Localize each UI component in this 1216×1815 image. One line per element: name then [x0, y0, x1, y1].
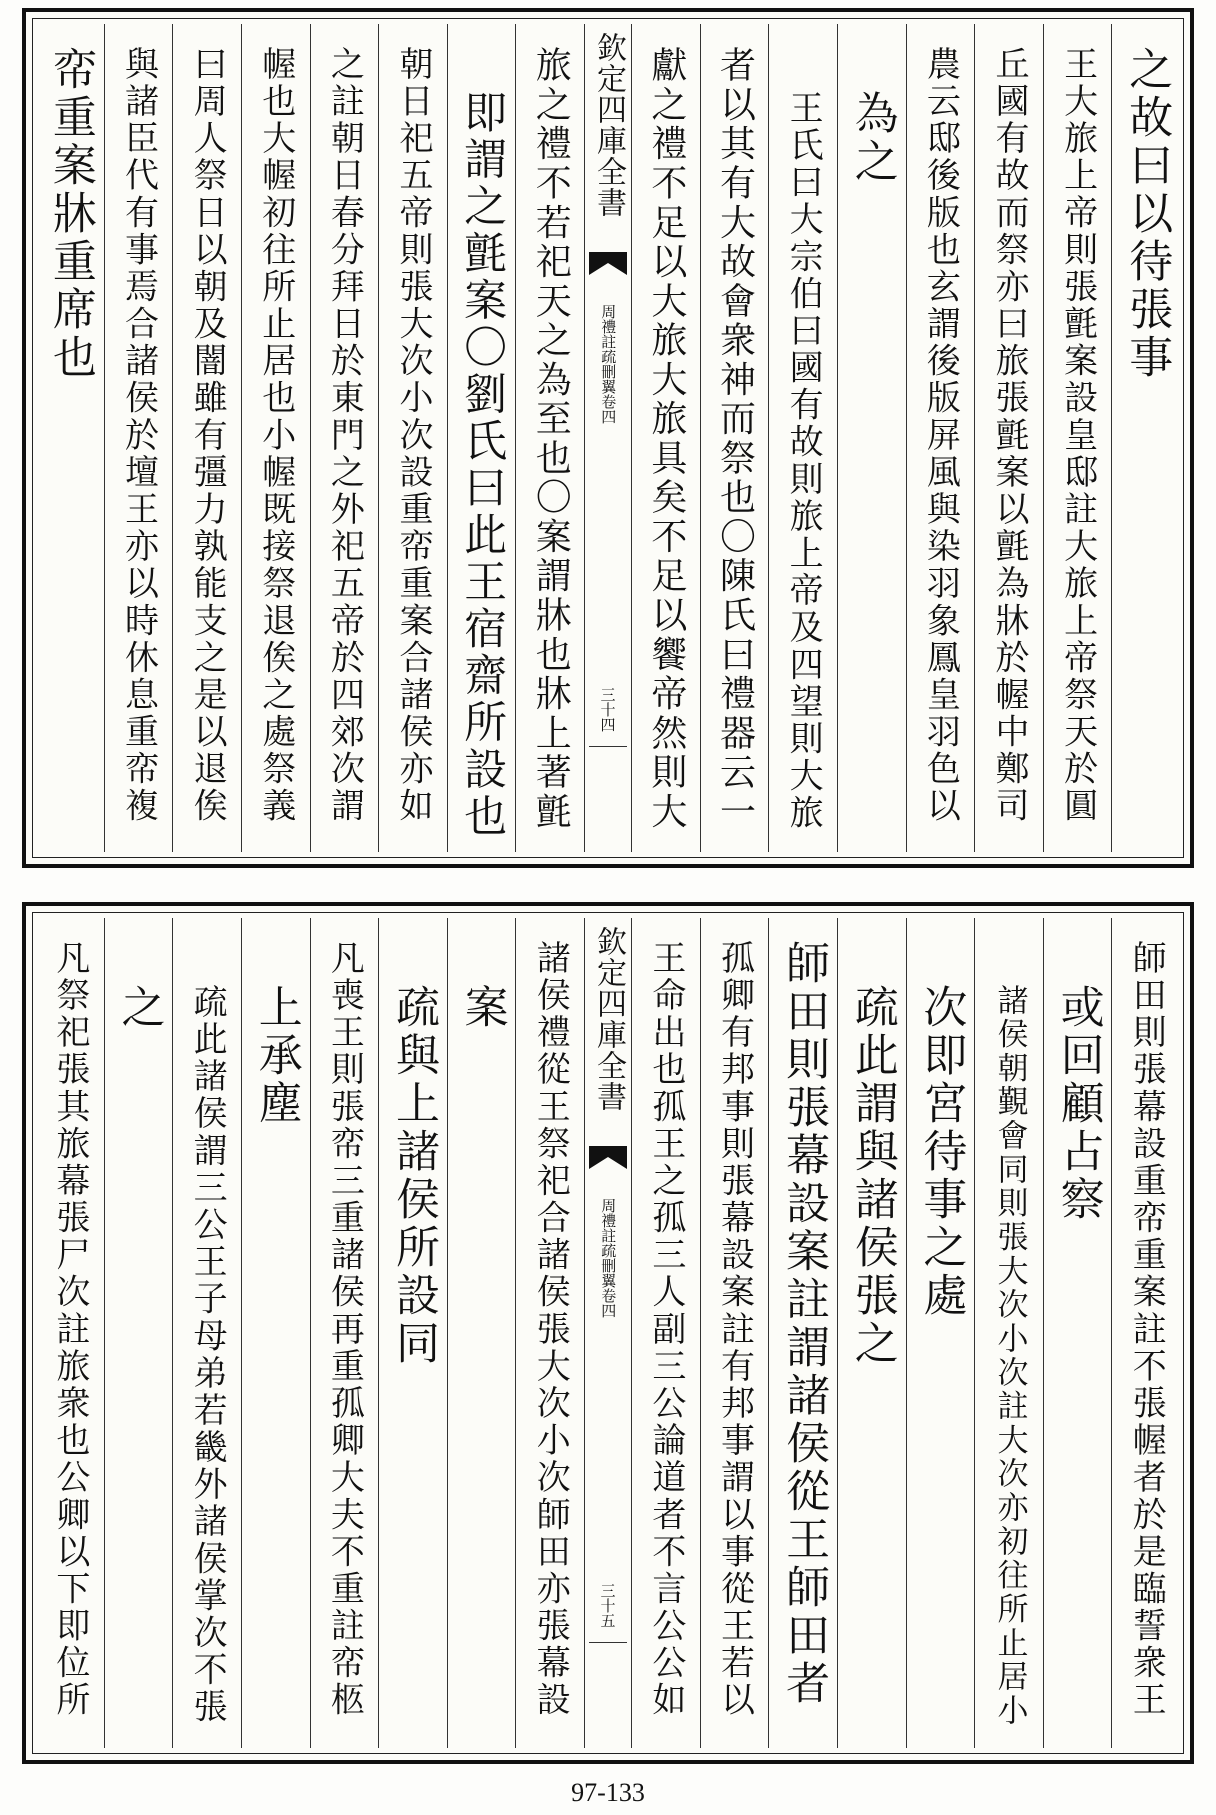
column-text: 王命出也孤王之孤三人副三公論道者不言公公如	[645, 940, 686, 1719]
column-text: 即謂之氈案〇劉氏曰此王宿齋所設也	[457, 90, 508, 841]
column-text: 凡祭祀張其旅幕張尸次註旅衆也公卿以下即位所	[49, 940, 90, 1719]
leaf-number: 三十五	[598, 1583, 617, 1628]
column-text: 之註朝日春分拜日於東門之外祀五帝於四郊次謂	[324, 46, 365, 825]
column-text: 師田則張幕設案註謂諸侯從王師田者	[778, 940, 830, 1708]
column-text: 帟重案牀重席也	[44, 46, 96, 382]
text-column	[906, 24, 975, 852]
text-column	[36, 24, 104, 852]
column-text: 者以其有大故會衆神而祭也〇陳氏曰禮器云一	[714, 46, 756, 832]
top-page	[22, 8, 1194, 868]
column-text: 次即宮待事之處	[915, 984, 967, 1320]
column-text: 諸侯禮從王祭祀合諸侯張大次小次師田亦張幕設	[530, 940, 571, 1719]
fishtail-mark-icon	[589, 252, 627, 289]
text-column	[768, 24, 837, 852]
text-column	[172, 24, 241, 852]
text-column	[974, 24, 1043, 852]
column-text: 為之	[846, 90, 898, 186]
column-text: 王氏曰大宗伯曰國有故則旅上帝及四望則大旅	[783, 90, 824, 832]
text-column	[310, 918, 379, 1748]
text-column	[447, 918, 516, 1748]
text-column	[631, 24, 700, 852]
bottom-page	[22, 902, 1194, 1764]
column-text: 諸侯朝覲會同則張大次小次註大次亦初往所止居小	[991, 984, 1028, 1728]
text-column	[1043, 24, 1112, 852]
fishtail-mark-icon	[589, 1146, 627, 1183]
book-volume-label	[600, 1198, 617, 1318]
book-volume-label	[600, 304, 617, 424]
text-column	[241, 24, 310, 852]
text-column	[1043, 918, 1112, 1748]
book-collection-title: 欽定四庫全書	[591, 32, 626, 218]
text-column	[515, 24, 584, 852]
book-name: 周禮註疏刪翼	[599, 304, 618, 394]
text-column	[631, 918, 700, 1748]
fold-rule	[589, 746, 627, 747]
center-fold	[584, 918, 631, 1748]
column-text: 案	[456, 984, 508, 1032]
column-text: 農云邸後版也玄謂後版屏風與染羽象鳳皇羽色以	[920, 46, 961, 825]
book-collection-title: 欽定四庫全書	[591, 926, 626, 1112]
column-text: 獻之禮不足以大旅大旅具矣不足以饗帝然則大	[645, 46, 687, 832]
text-column	[241, 918, 310, 1748]
text-column	[36, 918, 104, 1748]
text-column	[378, 918, 447, 1748]
text-column	[700, 918, 769, 1748]
volume-number: 卷四	[599, 394, 618, 424]
column-text: 朝日祀五帝則張大次小次設重帟重案合諸侯亦如	[392, 46, 433, 825]
leaf-number: 三十四	[598, 687, 617, 732]
text-column	[700, 24, 769, 852]
column-text: 與諸臣代有事焉合諸侯於壇王亦以時休息重帟複	[118, 46, 159, 825]
column-text: 王大旅上帝則張氈案設皇邸註大旅上帝祭天於圓	[1057, 46, 1098, 825]
text-column	[104, 918, 173, 1748]
column-text: 旅之禮不若祀天之為至也〇案謂牀也牀上著氈	[530, 46, 572, 832]
book-name: 周禮註疏刪翼	[599, 1198, 618, 1288]
column-text: 上承塵	[250, 984, 302, 1128]
column-text: 凡喪王則張帟三重諸侯再重孤卿大夫不重註帟柩	[324, 940, 365, 1719]
fold-rule	[589, 1642, 627, 1643]
column-text: 疏此謂與諸侯張之	[846, 984, 898, 1368]
column-text: 孤卿有邦事則張幕設案註有邦事謂以事從王若以	[714, 940, 755, 1719]
column-text: 幄也大幄初往所止居也小幄既接祭退俟之處祭義	[255, 46, 296, 825]
text-column	[447, 24, 516, 852]
column-text: 疏此諸侯謂三公王子母弟若畿外諸侯掌次不張	[187, 984, 228, 1726]
column-text: 師田則張幕設重帟重案註不張幄者於是臨誓衆王	[1126, 940, 1167, 1719]
text-column	[310, 24, 379, 852]
text-column	[837, 24, 906, 852]
text-column	[378, 24, 447, 852]
column-text: 之	[113, 984, 165, 1032]
text-column	[172, 918, 241, 1748]
column-text: 或回顧占察	[1052, 984, 1104, 1224]
text-column	[974, 918, 1043, 1748]
text-column	[1111, 918, 1180, 1748]
text-column	[515, 918, 584, 1748]
text-column	[768, 918, 837, 1748]
column-text: 丘國有故而祭亦曰旅張氈案以氈為牀於幄中鄭司	[988, 46, 1029, 825]
text-column	[906, 918, 975, 1748]
column-text: 曰周人祭日以朝及闇雖有彊力孰能支之是以退俟	[187, 46, 228, 825]
text-column	[104, 24, 173, 852]
page-footer-number: 97-133	[571, 1778, 645, 1807]
column-text: 疏與上諸侯所設同	[387, 984, 439, 1368]
text-column	[837, 918, 906, 1748]
column-text: 之故曰以待張事	[1121, 46, 1173, 382]
text-column	[1111, 24, 1180, 852]
volume-number: 卷四	[599, 1288, 618, 1318]
center-fold	[584, 24, 631, 852]
